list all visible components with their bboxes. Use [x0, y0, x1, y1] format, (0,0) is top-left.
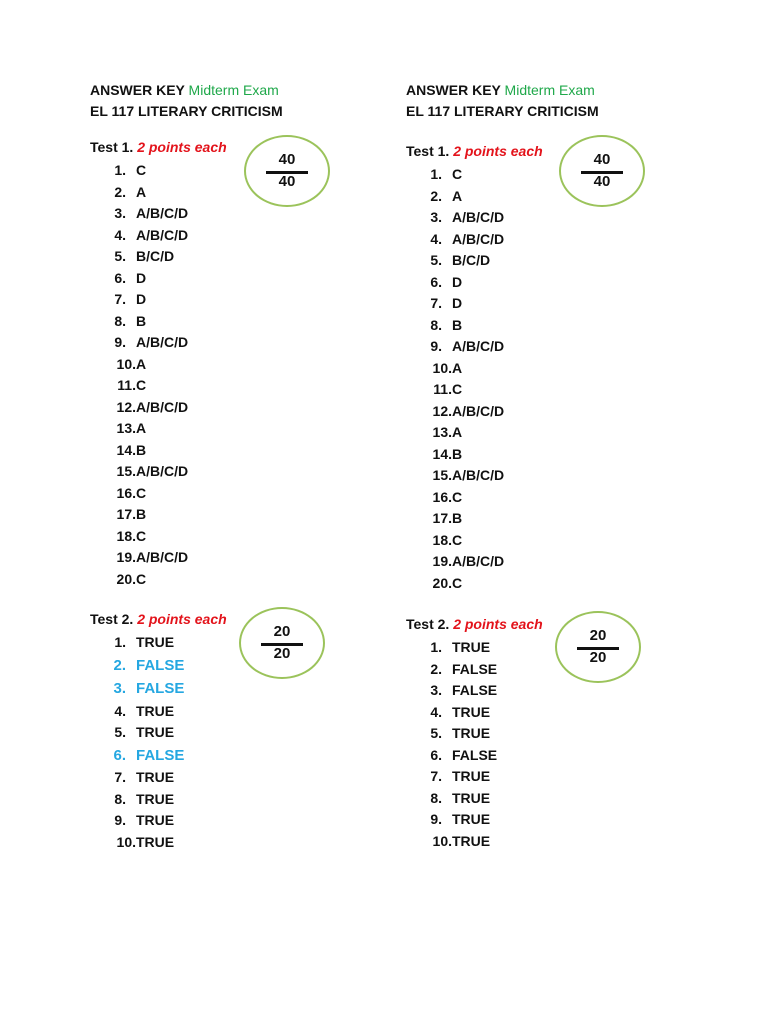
answer-number: 4.	[430, 230, 442, 247]
answer-value: D	[136, 291, 147, 307]
test1-points: 2 points each	[453, 143, 543, 159]
answer-number: 15.	[432, 467, 452, 483]
answer-number: 8.	[114, 312, 126, 329]
test1-score-circle	[244, 135, 330, 207]
test1-answer-list	[406, 164, 504, 594]
header-prefix: ANSWER KEY	[90, 82, 185, 98]
answer-item	[406, 530, 504, 552]
answer-number: 12.	[116, 398, 136, 415]
answer-value: TRUE	[452, 789, 491, 806]
answer-number: 14.	[432, 445, 452, 462]
answer-value: B/C/D	[136, 248, 175, 264]
answer-number: 13.	[116, 420, 136, 436]
answer-item	[406, 809, 497, 831]
answer-number: 3.	[114, 205, 126, 221]
answer-value: C	[136, 162, 147, 178]
answer-value: FALSE	[452, 660, 498, 677]
answer-number: 8.	[114, 790, 126, 807]
answer-value: TRUE	[136, 634, 175, 650]
answer-item	[90, 810, 184, 832]
answer-value: FALSE	[136, 746, 185, 764]
answer-item	[90, 246, 188, 268]
answer-value: TRUE	[136, 769, 175, 785]
answer-item	[406, 229, 504, 251]
answer-number: 7.	[430, 768, 442, 784]
answer-item	[406, 379, 504, 401]
answer-value: A/B/C/D	[452, 338, 505, 354]
answer-item	[90, 375, 188, 397]
answer-number: 2.	[113, 656, 126, 674]
answer-item	[90, 160, 188, 182]
answer-item	[90, 547, 188, 569]
answer-value: B	[136, 312, 147, 329]
answer-item	[406, 659, 497, 681]
answer-item	[406, 401, 504, 423]
answer-item	[90, 483, 188, 505]
answer-value: D	[452, 295, 463, 311]
answer-number: 18.	[116, 527, 136, 544]
answer-value: TRUE	[136, 833, 175, 850]
test2-label: Test 2.	[90, 611, 134, 627]
answer-item	[406, 487, 504, 509]
answer-number: 6.	[430, 746, 442, 763]
answer-number: 1.	[114, 162, 126, 178]
answer-number: 3.	[113, 680, 126, 697]
answer-item	[406, 293, 504, 315]
answer-number: 3.	[430, 209, 442, 225]
answer-item	[90, 203, 188, 225]
test1-heading	[406, 143, 543, 159]
answer-number: 17.	[116, 506, 136, 522]
answer-value: TRUE	[136, 812, 175, 828]
test2-points: 2 points each	[137, 611, 227, 627]
score-denominator: 40	[278, 173, 296, 190]
test1-label: Test 1.	[90, 139, 134, 155]
answer-item	[90, 569, 188, 591]
answer-item	[406, 336, 504, 358]
answer-value: TRUE	[136, 790, 175, 807]
answer-number: 16.	[116, 484, 136, 501]
answer-value: TRUE	[136, 724, 175, 740]
answer-item	[90, 268, 188, 290]
answer-value: C	[452, 381, 463, 397]
answer-number: 4.	[114, 702, 126, 719]
answer-number: 9.	[430, 811, 442, 827]
header-exam: Midterm Exam	[504, 82, 595, 98]
answer-number: 14.	[116, 441, 136, 458]
answer-item	[90, 311, 188, 333]
answer-number: 9.	[114, 812, 126, 828]
answer-value: TRUE	[452, 811, 491, 827]
answer-value: B	[452, 510, 463, 526]
answer-value: A	[452, 424, 463, 440]
answer-number: 6.	[113, 746, 126, 764]
answer-item	[90, 677, 184, 701]
answer-value: A/B/C/D	[136, 398, 189, 415]
score-denominator: 20	[589, 649, 607, 666]
answer-value: B	[452, 445, 463, 462]
answer-number: 1.	[114, 634, 126, 650]
score-denominator: 40	[593, 173, 611, 190]
answer-value: B	[136, 441, 147, 458]
answer-number: 4.	[114, 226, 126, 243]
answer-number: 12.	[432, 402, 452, 419]
answer-item	[406, 164, 504, 186]
answer-value: A/B/C/D	[452, 467, 505, 483]
test1-points: 2 points each	[137, 139, 227, 155]
answer-item	[90, 722, 184, 744]
answer-item	[90, 397, 188, 419]
answer-number: 9.	[430, 338, 442, 354]
answer-value: A/B/C/D	[136, 334, 189, 350]
header-exam: Midterm Exam	[188, 82, 279, 98]
answer-value: D	[452, 273, 463, 290]
score-numerator: 40	[278, 151, 296, 168]
answer-value: A/B/C/D	[136, 463, 189, 479]
score-numerator: 40	[593, 151, 611, 168]
answer-value: FALSE	[452, 682, 498, 698]
answer-item	[90, 832, 184, 854]
test1-answer-list	[90, 160, 188, 590]
answer-number: 5.	[430, 252, 442, 268]
answer-number: 3.	[430, 682, 442, 698]
test2-heading	[406, 616, 543, 632]
test2-score-circle	[555, 611, 641, 683]
answer-item	[90, 789, 184, 811]
answer-number: 6.	[114, 269, 126, 286]
answer-value: A/B/C/D	[136, 205, 189, 221]
answer-number: 7.	[114, 769, 126, 785]
test2-points: 2 points each	[453, 616, 543, 632]
answer-item	[406, 186, 504, 208]
answer-value: C	[452, 574, 463, 591]
answer-item	[90, 744, 184, 768]
test2-answer-list	[90, 632, 184, 853]
answer-value: A/B/C/D	[452, 402, 505, 419]
score-numerator: 20	[273, 623, 291, 640]
answer-number: 10.	[432, 832, 452, 849]
answer-number: 1.	[430, 166, 442, 182]
answer-value: FALSE	[452, 746, 498, 763]
answer-number: 11.	[117, 377, 136, 393]
answer-item	[90, 418, 188, 440]
answer-item	[406, 831, 497, 853]
answer-item	[90, 767, 184, 789]
answer-number: 5.	[430, 725, 442, 741]
answer-item	[90, 654, 184, 678]
answer-value: B	[136, 506, 147, 522]
answer-item	[90, 289, 188, 311]
header-prefix: ANSWER KEY	[406, 82, 501, 98]
answer-item	[406, 422, 504, 444]
answer-item	[90, 332, 188, 354]
header-title	[406, 80, 595, 101]
answer-number: 10.	[432, 359, 452, 376]
answer-value: A	[452, 359, 463, 376]
answer-number: 10.	[116, 833, 136, 850]
test1-label: Test 1.	[406, 143, 450, 159]
answer-number: 1.	[430, 639, 442, 655]
answer-item	[406, 207, 504, 229]
answer-number: 5.	[114, 248, 126, 264]
answer-number: 16.	[432, 488, 452, 505]
test2-heading	[90, 611, 227, 627]
test1-heading	[90, 139, 227, 155]
score-denominator: 20	[273, 645, 291, 662]
answer-item	[406, 745, 497, 767]
answer-item	[406, 573, 504, 595]
answer-value: B	[452, 316, 463, 333]
answer-number: 7.	[114, 291, 126, 307]
answer-item	[406, 788, 497, 810]
answer-item	[90, 225, 188, 247]
answer-value: TRUE	[452, 639, 491, 655]
answer-number: 4.	[430, 703, 442, 720]
answer-value: C	[136, 527, 147, 544]
answer-value: C	[136, 484, 147, 501]
answer-value: A/B/C/D	[452, 230, 505, 247]
answer-value: TRUE	[452, 832, 491, 849]
answer-number: 10.	[116, 355, 136, 372]
answer-value: TRUE	[452, 768, 491, 784]
answer-item	[406, 680, 497, 702]
answer-value: A	[136, 355, 147, 372]
answer-value: A	[136, 183, 147, 200]
answer-item	[90, 504, 188, 526]
answer-item	[90, 701, 184, 723]
answer-item	[406, 358, 504, 380]
answer-value: A/B/C/D	[136, 549, 189, 565]
answer-item	[90, 632, 184, 654]
answer-item	[90, 440, 188, 462]
answer-item	[406, 315, 504, 337]
answer-value: C	[452, 531, 463, 548]
answer-value: A	[136, 420, 147, 436]
answer-item	[90, 461, 188, 483]
answer-value: TRUE	[136, 702, 175, 719]
answer-value: A/B/C/D	[136, 226, 189, 243]
answer-number: 13.	[432, 424, 452, 440]
answer-value: C	[452, 166, 463, 182]
test2-score-circle	[239, 607, 325, 679]
test1-score-circle	[559, 135, 645, 207]
answer-item	[406, 508, 504, 530]
answer-item	[406, 465, 504, 487]
answer-item	[406, 250, 504, 272]
answer-number: 2.	[430, 187, 442, 204]
answer-number: 2.	[430, 660, 442, 677]
answer-number: 8.	[430, 789, 442, 806]
answer-value: B/C/D	[452, 252, 491, 268]
answer-number: 20.	[432, 574, 452, 591]
answer-item	[406, 637, 497, 659]
answer-value: C	[452, 488, 463, 505]
test2-answer-list	[406, 637, 497, 852]
header-title	[90, 80, 279, 101]
answer-item	[406, 723, 497, 745]
answer-value: C	[136, 570, 147, 587]
answer-number: 2.	[114, 183, 126, 200]
answer-number: 8.	[430, 316, 442, 333]
answer-item	[406, 702, 497, 724]
answer-number: 5.	[114, 724, 126, 740]
answer-item	[406, 272, 504, 294]
answer-number: 20.	[116, 570, 136, 587]
answer-value: TRUE	[452, 703, 491, 720]
answer-value: D	[136, 269, 147, 286]
answer-number: 15.	[116, 463, 136, 479]
answer-item	[90, 354, 188, 376]
answer-item	[90, 526, 188, 548]
answer-number: 17.	[432, 510, 452, 526]
answer-number: 7.	[430, 295, 442, 311]
answer-value: TRUE	[452, 725, 491, 741]
answer-item	[406, 766, 497, 788]
answer-number: 18.	[432, 531, 452, 548]
answer-value: FALSE	[136, 680, 185, 697]
answer-number: 19.	[432, 553, 452, 569]
course-title: EL 117 LITERARY CRITICISM	[406, 103, 599, 119]
answer-number: 11.	[433, 381, 452, 397]
answer-item	[406, 551, 504, 573]
score-numerator: 20	[589, 627, 607, 644]
answer-value: A/B/C/D	[452, 553, 505, 569]
answer-number: 19.	[116, 549, 136, 565]
answer-value: C	[136, 377, 147, 393]
test2-label: Test 2.	[406, 616, 450, 632]
answer-value: FALSE	[136, 656, 185, 674]
answer-number: 6.	[430, 273, 442, 290]
answer-item	[406, 444, 504, 466]
answer-item	[90, 182, 188, 204]
answer-value: A	[452, 187, 463, 204]
answer-value: A/B/C/D	[452, 209, 505, 225]
course-title: EL 117 LITERARY CRITICISM	[90, 103, 283, 119]
answer-number: 9.	[114, 334, 126, 350]
